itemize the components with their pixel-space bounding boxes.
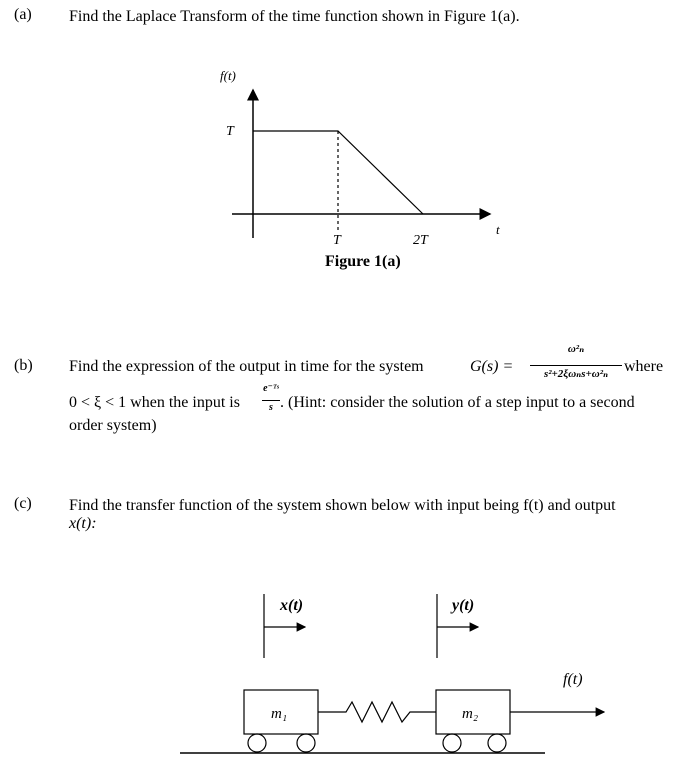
- where-text: where: [624, 358, 664, 375]
- part-a-question: Find the Laplace Transform of the time function shown in Figure 1(a).: [69, 8, 520, 25]
- g-numerator: ω²ₙ: [567, 343, 585, 355]
- y-tick-label: T: [226, 124, 234, 139]
- part-b-question-line3: order system): [69, 417, 157, 434]
- y-label: y(t): [452, 597, 475, 614]
- part-c-label: (c): [14, 495, 32, 512]
- part-c-question-line2: x(t):: [69, 515, 97, 532]
- part-b-hint: . (Hint: consider the solution of a step input to a second: [280, 394, 635, 411]
- x-tick-label-2t: 2T: [413, 233, 428, 248]
- transfer-function-g: G(s) =: [470, 358, 514, 375]
- part-b-question-line1: Find the expression of the output in time for the system: [69, 358, 424, 375]
- y-axis-label: f(t): [220, 68, 236, 83]
- x-label: x(t): [280, 597, 304, 614]
- x-axis-label: t: [496, 222, 500, 237]
- mass-1-wheel-right: [297, 734, 315, 752]
- mass-1-label: m₁: [271, 706, 288, 722]
- part-b-question-line2: 0 < ξ < 1 when the input is: [69, 394, 240, 411]
- mass-1-wheel-left: [248, 734, 266, 752]
- x-tick-label-t: T: [333, 233, 341, 248]
- spring: [318, 702, 436, 722]
- mass-2-wheel-left: [443, 734, 461, 752]
- mass-2-label: m₂: [462, 706, 479, 722]
- input-denominator: s: [269, 402, 273, 413]
- mass-2-wheel-right: [488, 734, 506, 752]
- force-label: f(t): [563, 671, 583, 688]
- g-denominator: s²+2ξωₙs+ω²ₙ: [543, 368, 609, 380]
- figure-caption: Figure 1(a): [325, 253, 401, 270]
- part-a-label: (a): [14, 6, 32, 23]
- part-b-label: (b): [14, 357, 33, 374]
- input-numerator: e⁻ᵀˢ: [263, 383, 279, 394]
- part-c-question-line1: Find the transfer function of the system shown below with input being f(t) and output: [69, 497, 616, 514]
